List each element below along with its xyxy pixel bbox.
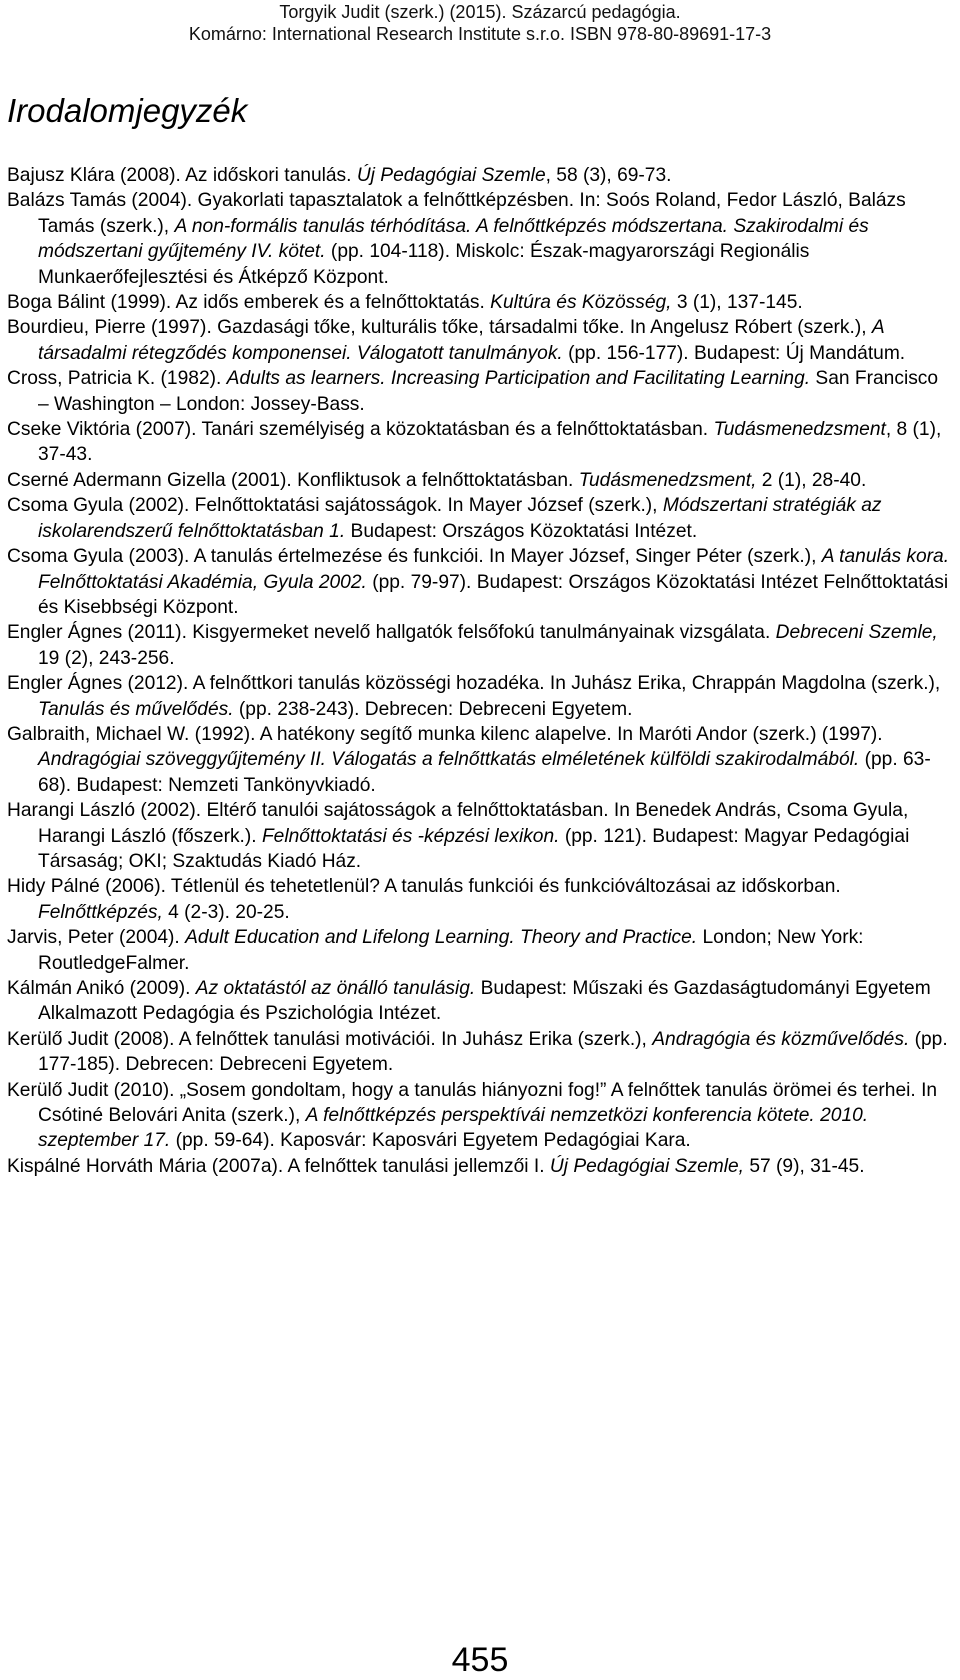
reference-text-segment: (pp. 63-68). Budapest: Nemzeti Tankönyvkiadó. (38, 749, 931, 796)
reference-entry (7, 468, 952, 493)
reference-italic-segment: Új Pedagógiai Szemle, (549, 1155, 744, 1177)
reference-text-segment: Engler Ágnes (2012). A felnőttkori tanulás közösségi hozadéka. In Juhász Erika, Chrappán Magdolna (szerk.), (7, 673, 941, 695)
reference-entry (7, 620, 952, 671)
reference-text-segment: (pp. 104-118). Miskolc: Észak-magyarországi Regionális Munkaerőfejlesztési és Átképző Központ. (38, 241, 810, 288)
reference-italic-segment: Andragógia és közművelődés. (652, 1028, 910, 1050)
reference-text-segment: Balázs Tamás (2004). Gyakorlati tapasztalatok a felnőttképzésben. In: Soós Roland, Fedor László, Balázs Tamás (szerk.), (7, 190, 906, 237)
reference-italic-segment: Adults as learners. Increasing Participation and Facilitating Learning. (226, 368, 811, 390)
reference-text-segment: Hidy Pálné (2006). Tétlenül és tehetetlenül? A tanulás funkciói és funkcióváltozásai az időskorban. (7, 876, 841, 898)
reference-italic-segment: Az oktatástól az önálló tanulásig. (195, 978, 476, 999)
reference-text-segment: (pp. 177-185). Debrecen: Debreceni Egyetem. (38, 1028, 948, 1076)
reference-italic-segment: Kultúra és Közösség, (490, 292, 672, 314)
reference-entry (7, 925, 952, 976)
reference-text-segment: 19 (2), 243-256. (38, 647, 175, 669)
reference-entry (7, 1154, 952, 1179)
reference-text-segment: Bajusz Klára (2008). Az időskori tanulás. (7, 165, 357, 186)
reference-italic-segment: Új Pedagógiai Szemle (356, 165, 546, 186)
reference-text-segment: Csoma Gyula (2003). A tanulás értelmezése és funkciói. In Mayer József, Singer Péter (szerk.), (7, 546, 822, 568)
reference-text-segment: (pp. 59-64). Kaposvár: Kaposvári Egyetem Pedagógiai Kara. (170, 1130, 691, 1152)
reference-entry (7, 1078, 952, 1154)
reference-entry (7, 671, 952, 722)
reference-italic-segment: A tanulás kora. Felnőttoktatási Akadémia, Gyula 2002. (38, 546, 950, 593)
reference-text-segment: (pp. 156-177). Budapest: Új Mandátum. (562, 342, 906, 364)
reference-italic-segment: Andragógiai szöveggyűjtemény II. Válogatás a felnőttkatás elméletének külföldi szakirodalmából. (38, 749, 860, 771)
reference-text-segment: Harangi László (2002). Eltérő tanulói sajátosságok a felnőttoktatásban. In Benedek András, Csoma Gyula, Harangi László (főszerk.). (7, 800, 909, 847)
reference-italic-segment: Felnőttoktatási és -képzési lexikon. (261, 825, 560, 847)
reference-entry (7, 798, 952, 874)
reference-italic-segment: Debreceni Szemle, (775, 622, 938, 644)
reference-list (7, 163, 952, 1179)
reference-text-segment: Cserné Adermann Gizella (2001). Konfliktusok a felnőttoktatásban. (7, 469, 579, 491)
reference-text-segment: , 8 (1), 37-43. (38, 419, 942, 466)
reference-entry (7, 315, 952, 366)
reference-text-segment: London; New York: RoutledgeFalmer. (38, 927, 864, 974)
reference-text-segment: Kálmán Anikó (2009). (7, 978, 196, 999)
reference-italic-segment: Tudásmenedzsment, (578, 469, 757, 491)
reference-italic-segment: A non-formális tanulás térhódítása. A felnőttképzés módszertana. Szakirodalmi és módszertani gyűjtemény IV. kötet. (38, 215, 869, 263)
reference-italic-segment: A felnőttképzés perspektívái nemzetközi konferencia kötete. 2010. szeptember 17. (38, 1105, 869, 1152)
header-citation-line-2: Komárno: International Research Institute s.r.o. ISBN 978-80-89691-17-3 (188, 24, 772, 44)
reference-entry (7, 188, 952, 290)
reference-text-segment: Budapest: Műszaki és Gazdaságtudományi Egyetem Alkalmazott Pedagógia és Pszichológia Intézet. (38, 978, 931, 1025)
reference-text-segment: (pp. 121). Budapest: Magyar Pedagógiai Társaság; OKI; Szaktudás Kiadó Ház. (38, 825, 910, 872)
reference-italic-segment: A társadalmi rétegződés komponensei. Válogatott tanulmányok. (38, 317, 885, 364)
reference-text-segment: Cseke Viktória (2007). Tanári személyiség a közoktatásban és a felnőttoktatásban. (7, 419, 714, 441)
reference-text-segment: Engler Ágnes (2011). Kisgyermeket nevelő hallgatók felsőfokú tanulmányainak vizsgálata. (7, 622, 776, 644)
reference-text-segment: , 58 (3), 69-73. (545, 165, 672, 186)
reference-entry (7, 290, 952, 315)
reference-italic-segment: Módszertani stratégiák az iskolarendszerű felnőttoktatásban 1. (38, 495, 882, 542)
reference-italic-segment: Adult Education and Lifelong Learning. Theory and Practice. (185, 927, 698, 949)
reference-entry (7, 163, 952, 188)
reference-entry (7, 544, 952, 620)
reference-text-segment: (pp. 79-97). Budapest: Országos Közoktatási Intézet Felnőttoktatási és Kisebbségi Központ. (38, 571, 949, 618)
reference-text-segment: 2 (1), 28-40. (756, 469, 867, 491)
reference-italic-segment: Tanulás és művelődés. (38, 698, 234, 720)
page-header (0, 0, 960, 45)
reference-text-segment: 57 (9), 31-45. (744, 1155, 865, 1177)
reference-entry (7, 874, 952, 925)
reference-text-segment: Cross, Patricia K. (1982). (7, 368, 227, 390)
reference-italic-segment: Tudásmenedzsment (713, 419, 886, 441)
header-citation-line-1: Torgyik Judit (szerk.) (2015). Százarcú pedagógia. (279, 2, 681, 22)
page-number: 455 (451, 1641, 509, 1679)
reference-entry (7, 976, 952, 1027)
reference-entry (7, 722, 952, 798)
reference-text-segment: Boga Bálint (1999). Az idős emberek és a felnőttoktatás. (7, 292, 491, 314)
reference-text-segment: Bourdieu, Pierre (1997). Gazdasági tőke, kulturális tőke, társadalmi tőke. In Angelusz Róbert (szerk.), (7, 317, 872, 339)
reference-text-segment: Galbraith, Michael W. (1992). A hatékony segítő munka kilenc alapelve. In Maróti Andor (szerk.) (1997). (7, 723, 883, 745)
reference-entry (7, 366, 952, 417)
reference-text-segment: 3 (1), 137-145. (671, 292, 803, 314)
reference-entry (7, 493, 952, 544)
reference-text-segment: Budapest: Országos Közoktatási Intézet. (345, 520, 698, 542)
reference-text-segment: Csoma Gyula (2002). Felnőttoktatási sajátosságok. In Mayer József (szerk.), (7, 495, 663, 517)
section-title: Irodalomjegyzék (7, 92, 248, 129)
reference-entry (7, 1027, 952, 1078)
reference-text-segment: Kerülő Judit (2008). A felnőttek tanulási motivációi. In Juhász Erika (szerk.), (7, 1028, 653, 1050)
reference-text-segment: San Francisco – Washington – London: Jossey-Bass. (38, 368, 939, 415)
reference-text-segment: Kerülő Judit (2010). „Sosem gondoltam, hogy a tanulás hiányozni fog!” A felnőttek tanulás örömei és terhei. In Csótiné Belovári Anita (szerk.), (7, 1079, 938, 1127)
reference-text-segment: Kispálné Horváth Mária (2007a). A felnőttek tanulási jellemzői I. (7, 1155, 550, 1177)
reference-italic-segment: Felnőttképzés, (38, 901, 163, 923)
reference-text-segment: Jarvis, Peter (2004). (7, 927, 186, 949)
reference-text-segment: (pp. 238-243). Debrecen: Debreceni Egyetem. (233, 698, 633, 720)
reference-entry (7, 417, 952, 468)
reference-text-segment: 4 (2-3). 20-25. (162, 901, 290, 923)
